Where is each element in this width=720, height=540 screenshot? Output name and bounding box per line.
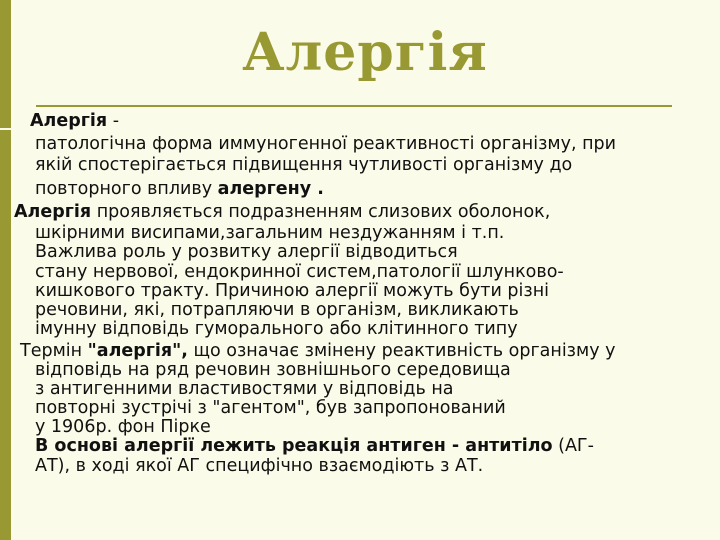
p2-l1-text: проявляється подразненням слизових оболонок,: [91, 202, 551, 222]
p2-line-2: шкірними висипами,загальним нездужанням і т.п.: [35, 223, 505, 243]
p1-line-3: якій спостерігається підвищення чутливості організму до: [35, 155, 573, 175]
p2-term: Алергія: [14, 202, 92, 222]
p4-bold: В основі алергії лежить реакція антиген - антитіло: [35, 436, 553, 456]
p2-line-1: [14, 203, 550, 222]
p1-l3-text: повторного впливу: [35, 179, 218, 199]
p1-allergen: алергену: [217, 179, 312, 199]
p4-line-1: [35, 437, 594, 456]
p1-line-2: патологічна форма иммуногенної реактивності організму, при: [35, 134, 616, 154]
left-bar-segment: [0, 128, 11, 540]
p3-a: Термін: [20, 341, 88, 361]
p3-line-3: з антигенними властивостями у відповідь на: [35, 379, 454, 399]
p2-line-6: речовини, які, потрапляючи в організм, викликають: [35, 300, 519, 320]
p2-line-7: імунну відповідь гуморального або клітинного типу: [35, 319, 518, 339]
p3-line-4: повторні зустрічі з "агентом", був запропонований: [35, 398, 506, 418]
p3-term: "алергія",: [87, 341, 188, 361]
p2-line-4: стану нервової, ендокринної систем,патології шлунково-: [35, 262, 564, 282]
p3-line-5: у 1906р. фон Пірке: [35, 417, 211, 437]
title-divider: [36, 105, 672, 107]
p3-c: що означає змінену реактивність організму у: [187, 341, 616, 361]
p4-c: (АГ-: [552, 436, 594, 456]
p4-line-2: АТ), в ході якої АГ специфічно взаємодіють з АТ.: [35, 456, 484, 476]
p1-term: Алергія: [30, 111, 108, 131]
p3-line-2: відповідь на ряд речовин зовнішнього середовища: [35, 360, 511, 380]
p1-dash: -: [107, 111, 120, 131]
p1-dot: .: [311, 179, 324, 199]
slide-title: Алергія: [242, 22, 488, 83]
p2-line-3: Важлива роль у розвитку алергії відводиться: [35, 242, 458, 262]
p1-line-4: [35, 180, 324, 199]
p1-line-1: [30, 112, 119, 131]
p2-line-5: кишкового тракту. Причиною алергії можуть бути різні: [35, 281, 550, 301]
p3-line-1: [20, 342, 615, 361]
